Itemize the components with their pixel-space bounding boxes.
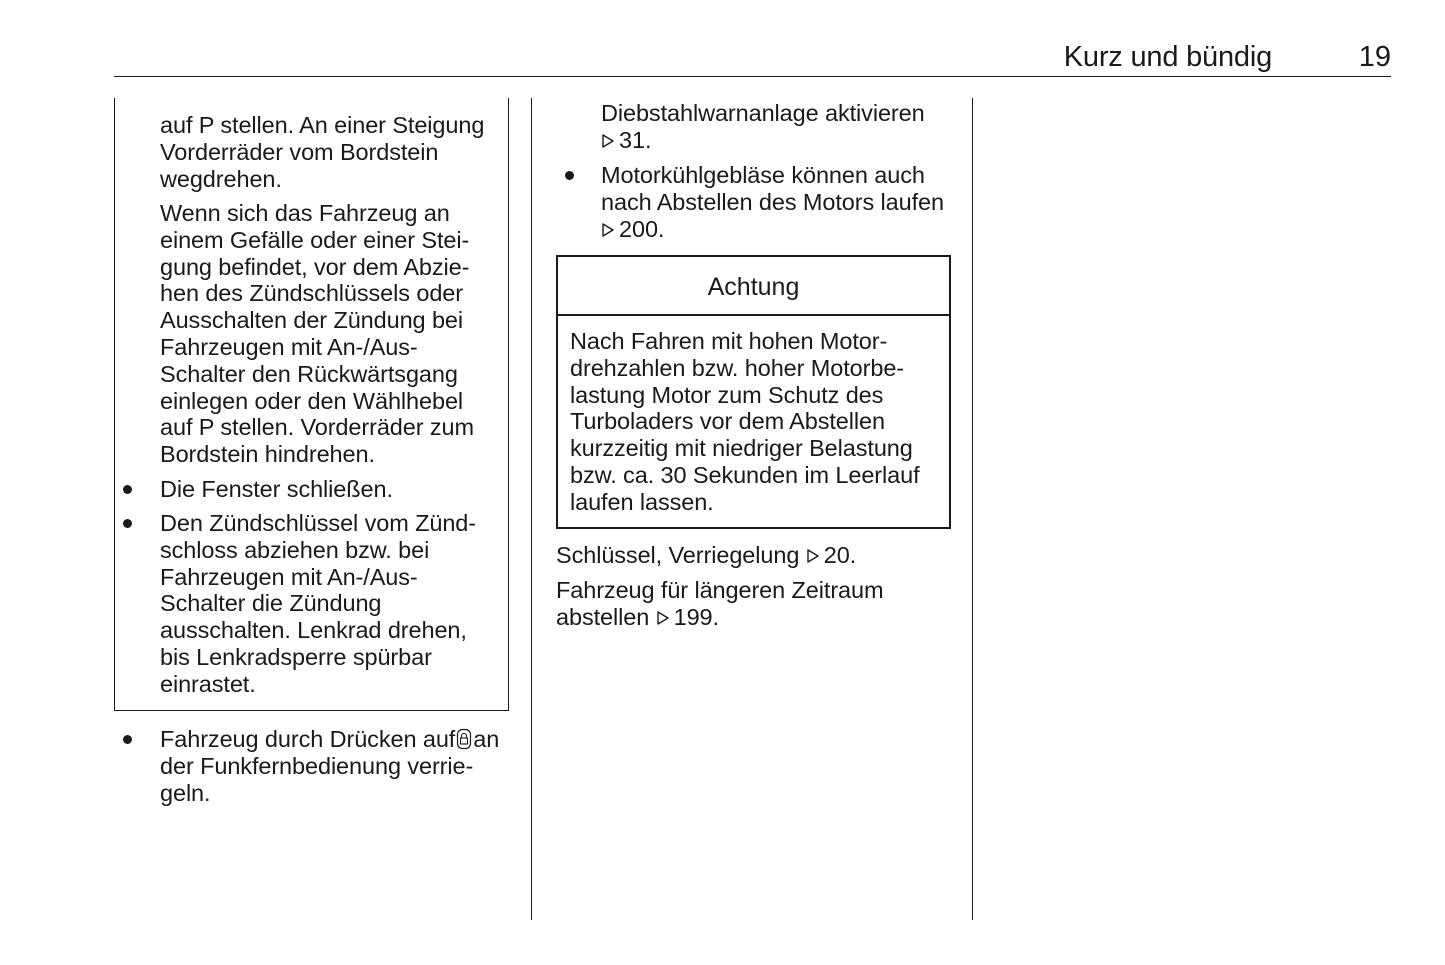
text-line: Den Zündschlüssel vom Zünd-: [160, 510, 476, 536]
reference-arrow-icon: [806, 548, 820, 564]
text-line: wegdrehen.: [160, 165, 282, 192]
page-reference: 199.: [673, 603, 719, 630]
text-line: gung befindet, vor dem Abzie-: [160, 253, 470, 280]
list-item-fenster: [160, 476, 393, 503]
text-line: nach Abstellen des Motors laufen: [601, 188, 944, 215]
column-divider-1: [531, 98, 532, 920]
text-line: Vorderräder vom Bordstein: [160, 138, 439, 165]
text-line: der Funkfernbedienung verrie-: [160, 752, 474, 779]
bullet-icon: [123, 519, 132, 528]
text-line: lastung Motor zum Schutz des: [570, 381, 884, 408]
column-divider-2: [972, 98, 973, 920]
reference-arrow-icon: [656, 610, 670, 626]
page-reference: 31.: [619, 126, 652, 153]
text-line: auf P stellen. Vorderräder zum: [160, 414, 474, 441]
text-line: Schlüssel, Verriegelung: [556, 542, 800, 568]
text-line: auf P stellen. An einer Steigung: [160, 112, 485, 138]
text-line: Turboladers vor dem Abstellen: [570, 408, 885, 435]
reference-arrow-icon: [601, 133, 615, 149]
text-line: geln.: [160, 779, 211, 806]
paragraph-gefaelle: [160, 200, 474, 468]
text-line: abstellen: [556, 603, 650, 630]
text-line: an: [473, 726, 500, 752]
text-line: hen des Zündschlüssels oder: [160, 280, 463, 307]
paragraph-abstellen: [556, 577, 883, 631]
bullet-icon: [123, 485, 132, 494]
list-item-verriegeln: [160, 726, 499, 806]
text-line: kurzzeitig mit niedriger Belastung: [570, 435, 913, 462]
text-line: Bordstein hindrehen.: [160, 441, 375, 468]
bullet-icon: [565, 171, 574, 180]
text-line: einrastet.: [160, 670, 256, 697]
text-line: Diebstahlwarnanlage aktivieren: [601, 100, 925, 126]
page-header: [114, 36, 1391, 77]
text-line: Fahrzeug durch Drücken auf: [160, 726, 456, 752]
lock-icon: [456, 728, 472, 750]
text-line: Schalter den Rückwärtsgang: [160, 360, 458, 387]
text-line: Motorkühlgebläse können auch: [601, 162, 925, 188]
list-item-diebstahlwarnanlage: [601, 100, 925, 154]
text-line: drehzahlen bzw. hoher Motorbe-: [570, 354, 905, 381]
caution-header: [558, 257, 949, 316]
section-title: Kurz und bündig: [1063, 41, 1272, 73]
text-line: Wenn sich das Fahrzeug an: [160, 200, 450, 226]
text-line: bzw. ca. 30 Sekunden im Leerlauf: [570, 461, 920, 488]
list-item-kuehlgeblaese: [601, 162, 944, 242]
text-line: ausschalten. Lenkrad drehen,: [160, 617, 467, 644]
page-number: 19: [1358, 41, 1391, 73]
text-line: Nach Fahren mit hohen Motor-: [570, 328, 888, 354]
text-line: Fahrzeugen mit An-/Aus-: [160, 563, 418, 590]
paragraph-steigung: [160, 112, 484, 192]
text-line: laufen lassen.: [570, 488, 714, 515]
caution-body: [570, 328, 920, 516]
paragraph-schluessel: [556, 542, 856, 569]
page-reference: 20.: [823, 542, 857, 568]
page-reference: 200.: [619, 215, 665, 242]
text-line: einlegen oder den Wählhebel: [160, 387, 464, 414]
text-line: Ausschalten der Zündung bei: [160, 307, 464, 334]
text-line: Die Fenster schließen.: [160, 476, 393, 502]
reference-arrow-icon: [601, 222, 615, 238]
text-line: bis Lenkradsperre spürbar: [160, 643, 432, 670]
caution-title: Achtung: [707, 273, 800, 301]
bullet-icon: [123, 735, 132, 744]
text-line: Fahrzeugen mit An-/Aus-: [160, 333, 418, 360]
text-line: schloss abziehen bzw. bei: [160, 536, 430, 563]
text-line: einem Gefälle oder einer Stei-: [160, 226, 470, 253]
caution-box: [556, 255, 951, 529]
text-line: Schalter die Zündung: [160, 590, 382, 617]
text-line: Fahrzeug für längeren Zeitraum: [556, 577, 884, 603]
list-item-zuendschluessel: [160, 510, 476, 698]
